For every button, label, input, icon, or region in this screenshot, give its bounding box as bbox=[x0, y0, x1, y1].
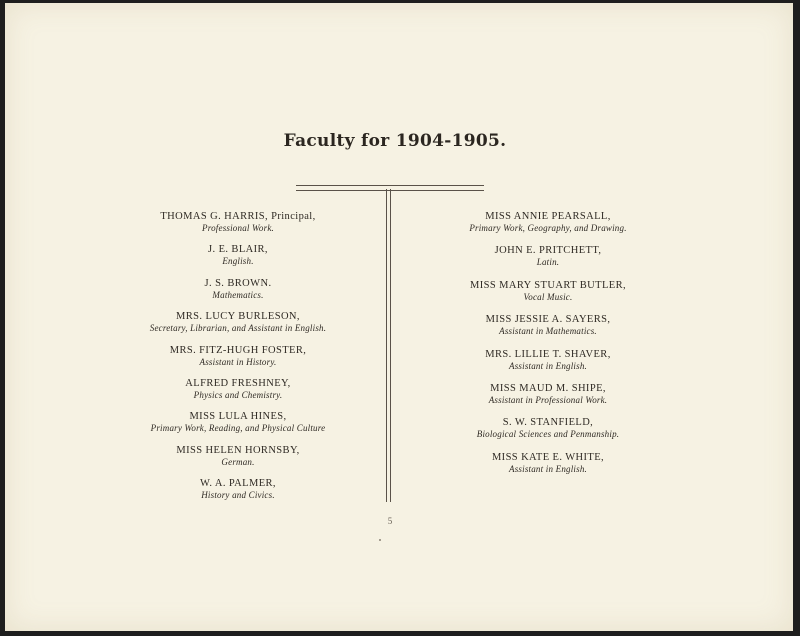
faculty-name: MISS ANNIE PEARSALL, bbox=[485, 211, 611, 222]
faculty-role: Secretary, Librarian, and Assistant in English. bbox=[149, 323, 327, 334]
faculty-role: Latin. bbox=[536, 257, 560, 268]
faculty-column-left bbox=[113, 210, 363, 511]
faculty-entry bbox=[423, 313, 673, 347]
faculty-entry bbox=[113, 377, 363, 410]
faculty-name: J. S. BROWN. bbox=[204, 277, 272, 289]
faculty-role: Physics and Chemistry. bbox=[193, 389, 283, 400]
faculty-entry bbox=[423, 451, 673, 485]
faculty-name: THOMAS G. HARRIS, Principal, bbox=[160, 211, 316, 222]
faculty-role: Assistant in English. bbox=[509, 360, 587, 371]
faculty-name: MISS MAUD M. SHIPE, bbox=[490, 382, 606, 394]
faculty-role: Primary Work, Geography, and Drawing. bbox=[469, 223, 627, 233]
faculty-name: ALFRED FRESHNEY, bbox=[185, 377, 291, 389]
faculty-role: Primary Work, Reading, and Physical Culture bbox=[150, 423, 326, 434]
faculty-name: MRS. LILLIE T. SHAVER, bbox=[485, 348, 611, 360]
faculty-entry bbox=[113, 210, 363, 243]
faculty-name: MISS HELEN HORNSBY, bbox=[176, 444, 300, 456]
faculty-entry bbox=[423, 244, 673, 278]
faculty-name: MISS KATE E. WHITE, bbox=[491, 451, 605, 463]
faculty-role: Vocal Music. bbox=[523, 291, 573, 302]
faculty-name: MISS MARY STUART BUTLER, bbox=[470, 279, 626, 291]
faculty-role: Assistant in Professional Work. bbox=[488, 394, 608, 405]
faculty-name: MISS JESSIE A. SAYERS, bbox=[485, 314, 611, 326]
faculty-name: MRS. LUCY BURLESON, bbox=[176, 311, 300, 323]
faculty-name: JOHN E. PRITCHETT, bbox=[494, 245, 602, 257]
faculty-column-right bbox=[423, 210, 673, 485]
faculty-name: MRS. FITZ-HUGH FOSTER, bbox=[169, 344, 307, 356]
document-page bbox=[5, 3, 793, 631]
faculty-entry bbox=[113, 344, 363, 377]
page-title: Faculty for 1904-1905. bbox=[283, 131, 507, 151]
faculty-entry bbox=[423, 416, 673, 450]
faculty-entry bbox=[113, 310, 363, 343]
faculty-entry bbox=[113, 477, 363, 510]
faculty-role: German. bbox=[221, 456, 255, 467]
faculty-entry bbox=[423, 210, 673, 244]
faculty-role: Assistant in History. bbox=[199, 356, 277, 367]
faculty-role: Biological Sciences and Penmanship. bbox=[476, 429, 620, 440]
faculty-entry bbox=[113, 277, 363, 310]
faculty-entry bbox=[113, 410, 363, 443]
faculty-entry bbox=[423, 348, 673, 382]
faculty-name: S. W. STANFIELD, bbox=[502, 417, 594, 429]
faculty-name: MISS LULA HINES, bbox=[189, 411, 287, 423]
faculty-role: Professional Work. bbox=[202, 223, 274, 233]
faculty-role: Assistant in English. bbox=[509, 463, 587, 474]
faculty-entry bbox=[423, 279, 673, 313]
paper-speck bbox=[379, 539, 381, 541]
faculty-entry bbox=[423, 382, 673, 416]
faculty-role: English. bbox=[222, 256, 254, 267]
faculty-name: W. A. PALMER, bbox=[200, 478, 276, 490]
faculty-entry bbox=[113, 243, 363, 276]
page-number: 5 bbox=[387, 516, 393, 526]
faculty-role: Assistant in Mathematics. bbox=[499, 326, 597, 337]
faculty-name: J. E. BLAIR, bbox=[208, 244, 268, 256]
faculty-role: History and Civics. bbox=[201, 490, 275, 501]
faculty-entry bbox=[113, 444, 363, 477]
faculty-role: Mathematics. bbox=[212, 289, 264, 300]
column-divider-rule bbox=[386, 189, 391, 502]
